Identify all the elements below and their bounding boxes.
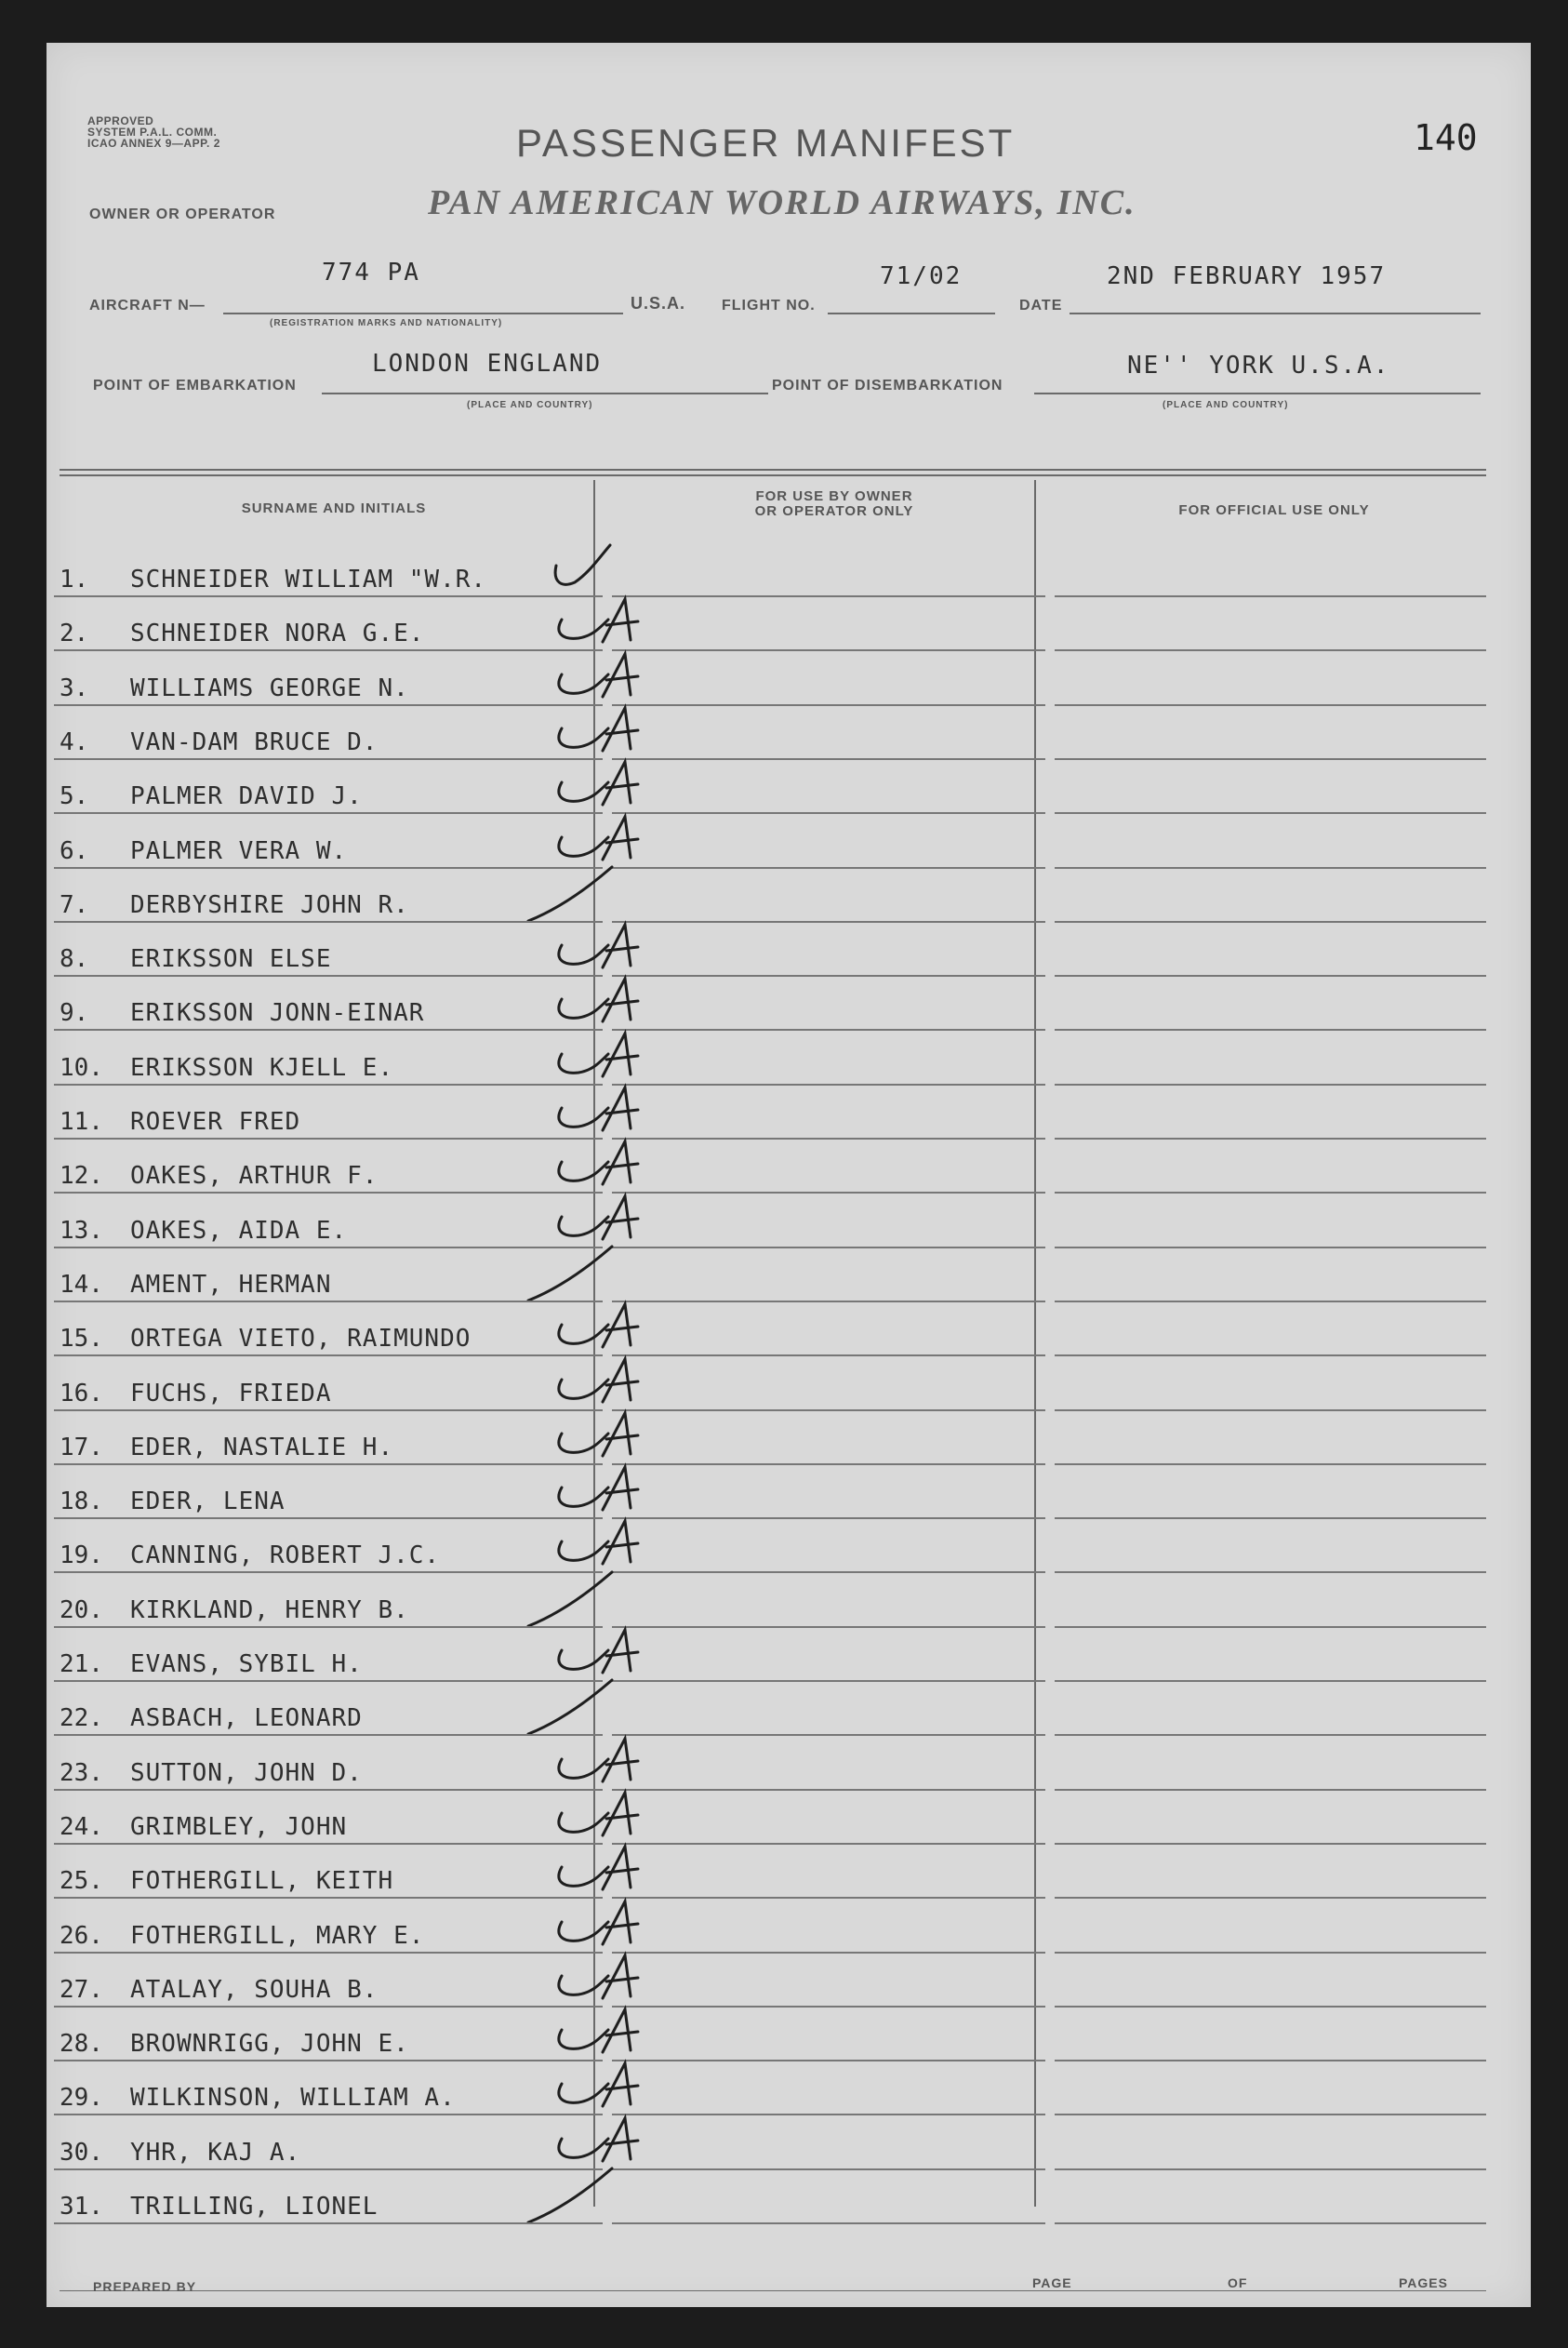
table-row [54,1357,1486,1411]
flight-label: FLIGHT NO. [722,298,816,314]
table-row [54,1140,1486,1194]
passenger-name: EVANS, SYBIL H. [130,1650,363,1678]
row-number: 12. [60,1162,103,1191]
table-row [54,1032,1486,1086]
table-row [54,2170,1486,2224]
row-number: 9. [60,999,89,1028]
check-stroke [559,945,608,964]
row-number: 27. [60,1975,103,2004]
check-stroke [559,999,608,1018]
row-number: 11. [60,1108,103,1136]
table-row [54,923,1486,977]
row-number: 18. [60,1488,103,1516]
pages-label: PAGES [1399,2275,1448,2290]
row-number: 22. [60,1704,103,1733]
check-a-mark [538,1080,686,1140]
passenger-name: DERBYSHIRE JOHN R. [130,890,409,919]
passenger-name: WILKINSON, WILLIAM A. [130,2084,456,2113]
check-a-mark [538,971,686,1031]
check-stroke [559,728,608,747]
passenger-name: EDER, LENA [130,1488,286,1516]
check-a-mark [538,1785,686,1845]
check-a-mark [538,647,686,706]
check-a-mark [538,1134,686,1194]
passenger-name: SCHNEIDER WILLIAM "W.R. [130,566,487,594]
check-stroke [559,1434,608,1452]
row-number: 15. [60,1325,103,1354]
passenger-name: ATALAY, SOUHA B. [130,1975,379,2004]
date-label: DATE [1019,298,1063,314]
row-number: 5. [60,782,89,811]
passenger-name: VAN-DAM BRUCE D. [130,727,379,756]
row-number: 8. [60,945,89,974]
row-number: 7. [60,890,89,919]
check-stroke [559,1054,608,1073]
passenger-name: ERIKSSON ELSE [130,945,332,974]
table-row [54,1194,1486,1248]
check-stroke [528,1247,612,1301]
usa-label: U.S.A. [631,294,686,313]
check-a-mark [538,1948,686,2008]
table-row [54,652,1486,706]
column-header-surname: SURNAME AND INITIALS [241,500,427,516]
column-header-owner-line: OR OPERATOR ONLY [754,503,914,519]
row-number: 19. [60,1541,103,1570]
table-row [54,706,1486,760]
row-rule [54,2222,603,2224]
check-a-mark [538,1839,686,1899]
check-stroke [559,2084,608,2102]
check-stroke [559,1325,608,1343]
table-row [54,1302,1486,1356]
check-stroke [559,2030,608,2048]
table-row [54,1465,1486,1519]
check-stroke [528,1680,612,1734]
passenger-name: ASBACH, LEONARD [130,1704,363,1733]
check-a-mark [538,1297,686,1356]
check-a-mark [538,809,686,869]
row-number: 6. [60,836,89,865]
approval-line: APPROVED [87,114,154,127]
disembark-value: NE'' YORK U.S.A. [1127,352,1390,380]
row-number: 16. [60,1379,103,1407]
table-top-rule [60,474,1486,476]
aircraft-underline [223,313,623,314]
check-stroke [559,1650,608,1669]
embark-label: POINT OF EMBARKATION [93,378,297,394]
row-number: 30. [60,2138,103,2167]
table-row [54,1737,1486,1791]
flight-value: 71/02 [880,262,963,290]
check-stroke [559,1922,608,1941]
table-row [54,1411,1486,1465]
table-row [54,597,1486,651]
check-stroke [528,867,612,921]
check-a-mark [538,1026,686,1086]
check-a-mark [538,1460,686,1519]
table-top-rule [60,469,1486,471]
date-underline [1070,313,1481,314]
disembark-label: POINT OF DISEMBARKATION [772,378,1003,394]
passenger-name: FUCHS, FRIEDA [130,1379,332,1407]
passenger-name: GRIMBLEY, JOHN [130,1812,348,1841]
check-stroke [559,837,608,856]
check-stroke [559,1108,608,1127]
owner-label: OWNER OR OPERATOR [89,207,276,222]
passenger-name: EDER, NASTALIE H. [130,1433,394,1461]
row-number: 29. [60,2084,103,2113]
check-a-mark [538,754,686,814]
check-stroke [559,1217,608,1235]
approval-stamp [87,115,220,149]
of-label: OF [1228,2275,1248,2290]
passenger-name: FOTHERGILL, MARY E. [130,1921,425,1950]
approval-line: SYSTEM P.A.L. COMM. [87,126,218,139]
slash-mark [538,1568,686,1628]
page-number: 140 [1414,117,1478,158]
table-row [54,977,1486,1031]
row-number: 17. [60,1433,103,1461]
embark-underline [322,393,768,394]
page-label: PAGE [1032,2275,1072,2290]
passenger-name: ERIKSSON JONN-EINAR [130,999,425,1028]
row-number: 23. [60,1758,103,1787]
row-number: 31. [60,2193,103,2221]
check-stroke [559,1867,608,1886]
row-number: 20. [60,1595,103,1624]
check-stroke [559,620,608,638]
check-a-mark [538,1406,686,1465]
row-number: 26. [60,1921,103,1950]
check-a-mark [538,1514,686,1573]
passenger-name: TRILLING, LIONEL [130,2193,379,2221]
check-stroke [559,1380,608,1398]
disembark-place-label: (PLACE AND COUNTRY) [1163,400,1289,410]
table-row [54,1248,1486,1302]
row-number: 13. [60,1216,103,1245]
passenger-name: BROWNRIGG, JOHN E. [130,2030,409,2059]
flight-underline [828,313,995,314]
table-row [54,1574,1486,1628]
check-a-mark [538,2002,686,2061]
check-stroke [555,545,610,584]
manifest-page [47,43,1531,2307]
aircraft-value: 774 PA [322,259,420,287]
row-rule [1055,2222,1486,2224]
passenger-name: ORTEGA VIETO, RAIMUNDO [130,1325,472,1354]
check-stroke [559,1541,608,1560]
check-a-mark [538,1894,686,1954]
check-mark [538,538,686,597]
passenger-name: YHR, KAJ A. [130,2138,301,2167]
check-a-mark [538,1622,686,1682]
column-header-owner-line: FOR USE BY OWNER [755,488,913,504]
check-a-mark [538,700,686,760]
check-stroke [528,1572,612,1626]
footer-rule [60,2290,1486,2291]
table-row [54,1682,1486,1736]
slash-mark [538,1676,686,1736]
check-stroke [559,1488,608,1506]
prepared-by-label: PREPARED BY [93,2279,197,2294]
passenger-name: PALMER DAVID J. [130,782,363,811]
table-row [54,1900,1486,1954]
check-stroke [559,1162,608,1181]
owner-value: PAN AMERICAN WORLD AIRWAYS, INC. [428,183,1136,222]
table-row [54,815,1486,869]
row-rule [612,2222,1045,2224]
row-number: 24. [60,1812,103,1841]
table-row [54,1845,1486,1899]
passenger-name: WILLIAMS GEORGE N. [130,674,409,702]
embark-value: LONDON ENGLAND [372,350,603,378]
check-a-mark [538,1352,686,1411]
table-row [54,1954,1486,2008]
check-a-mark [538,2111,686,2170]
check-stroke [559,2139,608,2157]
check-a-mark [538,2056,686,2115]
check-stroke [559,674,608,693]
table-row [54,1086,1486,1140]
passenger-name: SCHNEIDER NORA G.E. [130,620,425,648]
passenger-name: CANNING, ROBERT J.C. [130,1541,441,1570]
row-number: 4. [60,727,89,756]
disembark-underline [1034,393,1481,394]
table-row [54,760,1486,814]
check-a-mark [538,592,686,651]
registration-label: (REGISTRATION MARKS AND NATIONALITY) [270,318,503,328]
row-number: 25. [60,1867,103,1896]
slash-mark [538,1243,686,1302]
table-row [54,1628,1486,1682]
passenger-name: OAKES, ARTHUR F. [130,1162,379,1191]
check-stroke [559,1976,608,1994]
check-a-mark [538,1189,686,1248]
passenger-name: FOTHERGILL, KEITH [130,1867,394,1896]
row-number: 28. [60,2030,103,2059]
check-stroke [559,1813,608,1832]
date-value: 2ND FEBRUARY 1957 [1107,262,1387,290]
check-a-mark [538,917,686,977]
table-row [54,2061,1486,2115]
passenger-name: PALMER VERA W. [130,836,348,865]
slash-mark [538,2165,686,2224]
embark-place-label: (PLACE AND COUNTRY) [467,400,593,410]
column-header-owner [616,489,1053,519]
row-number: 14. [60,1270,103,1299]
passenger-name: SUTTON, JOHN D. [130,1758,363,1787]
table-row [54,543,1486,597]
passenger-name: ERIKSSON KJELL E. [130,1053,394,1082]
check-stroke [559,782,608,801]
aircraft-label: AIRCRAFT N— [89,298,206,314]
check-a-mark [538,1731,686,1791]
table-row [54,2116,1486,2170]
check-stroke [559,1759,608,1778]
table-row [54,869,1486,923]
slash-mark [538,863,686,923]
column-header-official: FOR OFFICIAL USE ONLY [1178,502,1370,518]
passenger-name: OAKES, AIDA E. [130,1216,348,1245]
page-title: PASSENGER MANIFEST [516,121,1016,165]
row-number: 10. [60,1053,103,1082]
check-stroke [528,2168,612,2222]
table-row [54,1791,1486,1845]
passenger-name: ROEVER FRED [130,1108,301,1136]
passenger-name: KIRKLAND, HENRY B. [130,1595,409,1624]
row-number: 2. [60,620,89,648]
passenger-name: AMENT, HERMAN [130,1270,332,1299]
table-row [54,1519,1486,1573]
approval-line: ICAO ANNEX 9—APP. 2 [87,137,220,150]
table-row [54,2008,1486,2061]
row-number: 21. [60,1650,103,1678]
row-number: 1. [60,566,89,594]
row-number: 3. [60,674,89,702]
